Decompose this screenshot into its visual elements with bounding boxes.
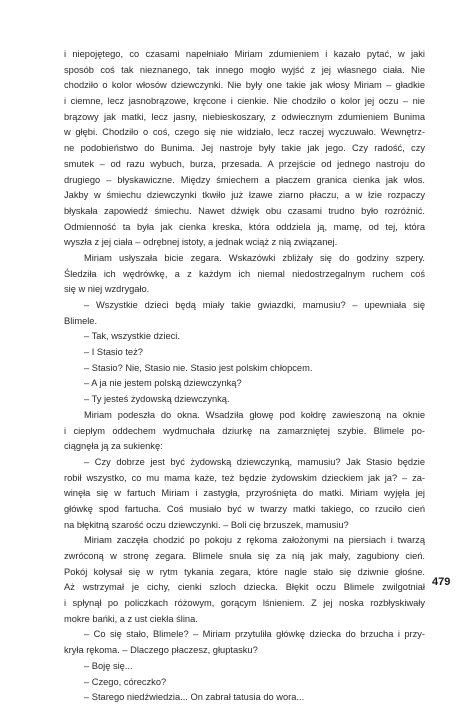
text-line: – Boję się...	[84, 660, 133, 671]
text-line: zwróconą w stronę zegara. Blimele snuła się za nią jak mały, zagubiony cień.	[64, 551, 425, 561]
body-text	[64, 47, 425, 706]
text-line: ne podobieństwo do Bunima. Jej nastroje były takie jak jego. Czy radość, czy	[64, 143, 425, 154]
text-line: Pokój kołysał się w rytm tykania zegara, które nagle stało się dziwnie głośne.	[64, 566, 425, 577]
text-line: – A ja nie jestem polską dziewczynką?	[84, 378, 242, 389]
text-line: sposób coś tak nieznanego, tak innego mogło wyjść z jej własnego ciała. Nie	[64, 64, 425, 75]
text-line: główkę spod fartucha. Coś musiało być w twarzy matki takiego, co rzuciło cień	[64, 503, 425, 514]
text-line: Miriam podeszła do okna. Wsadziła głowę pod kołdrę zawieszoną na oknie	[84, 409, 425, 420]
text-line: drugiego – błyskawiczne. Między śmiechem a płaczem granica cienka jak włos.	[64, 174, 425, 185]
text-line: – Tak, wszystkie dzieci.	[84, 331, 180, 342]
text-line: Miriam zaczęła chodzić po pokoju z rękoma założonymi na piersiach i twarzą	[84, 535, 425, 546]
text-line: i niepojętego, co czasami napełniało Miriam zdumieniem i kazało pytać, w jaki	[64, 49, 425, 59]
text-line: – Ty jesteś żydowską dziewczynką.	[84, 394, 230, 405]
text-line: – Czego, córeczko?	[84, 676, 167, 687]
text-line: Odmienność ta była jak cienka kreska, która oddziela ją, mamę, od tej, która	[64, 221, 425, 232]
text-line: Aż wstrzymał je cichy, cienki szloch dziecka. Błękit oczu Blimele zwilgotniał	[64, 582, 425, 593]
text-line: – Stasio? Nie, Stasio nie. Stasio jest polskim chłopcem.	[84, 362, 313, 373]
text-line: błyskała zapowiedź śmiechu. Nawet dźwięk obu czasami trudno było rozróżnić.	[64, 205, 425, 216]
text-line: – Starego niedźwiedzia... On zabrał tatusia do wora...	[84, 692, 305, 703]
text-line: się w niej wzdrygało.	[64, 284, 150, 295]
text-line: brązowy jak matki, lecz jasny, niebieskoszary, z odwiecznym zdumieniem Bunima	[64, 111, 425, 122]
text-line: – Wszystkie dzieci będą miały takie gwiazdki, mamusiu? – upewniała się	[84, 300, 425, 310]
text-line: mokre bańki, a z ust ciekła ślina.	[64, 613, 198, 624]
text-line: robił wszystko, co mu mama każe, też będzie żydowskim dzieckiem jak ja? – za-	[64, 472, 425, 483]
text-line: ciągnęła ją za sukienkę:	[64, 441, 163, 452]
text-line: i ciepłym oddechem wydmuchała dziurkę na zamarzniętej szybie. Blimele po-	[64, 425, 425, 436]
text-line: – Co się stało, Blimele? – Miriam przytuliła główkę dziecka do brzucha i przy-	[84, 629, 425, 640]
text-line: Śledziła ich wędrówkę, a z każdym ich niemal niedostrzegalnym ruchem coś	[64, 268, 425, 279]
text-line: i spłynął po policzkach różowym, gorącym lśnieniem. Z jej noska rozbłyskiwały	[64, 598, 425, 609]
text-line: smutek – od razu wybuch, burza, przesada. A przejście od jednego nastroju do	[64, 158, 425, 169]
text-line: i ciemne, lecz jasnobrązowe, kręcone i cienkie. Nie chodziło o kolor jej oczu – nie	[64, 96, 425, 107]
text-line: wyszła z jej ciała – odrębnej istoty, a jednak wciąż z nią związanej.	[64, 237, 338, 248]
text-line: Blimele.	[64, 315, 98, 326]
text-line: kryła rękoma. – Dlaczego płaczesz, głuptasku?	[64, 645, 258, 656]
text-line: na błękitną szarość oczu dziewczynki. – Boli cię brzuszek, mamusiu?	[64, 519, 349, 530]
page-number: 479	[432, 576, 451, 588]
text-line: – Czy dobrze jest być żydowską dziewczynką, mamusiu? Jak Stasio będzie	[84, 456, 425, 467]
text-line: Jakby w śmiechu dziewczynki tkwiło już łzawe ziarno płaczu, a w łzie rozpaczy	[64, 190, 425, 201]
text-line: – I Stasio też?	[84, 347, 143, 358]
text-line: Miriam usłyszała bicie zegara. Wskazówki zbliżały się do godziny szpery.	[84, 252, 425, 263]
text-line: w głębi. Chodziło o coś, czego się nie widziało, lecz raczej wyczuwało. Wewnętrz-	[64, 127, 425, 138]
text-line: winęła się w fartuch Miriam i zastygła, przyrośnięta do matki. Miriam wyjęła jej	[64, 488, 425, 499]
text-line: chodziło o kolor włosów dziewczynki. Nie były one takie jak włosy Miriam – gładkie	[64, 80, 425, 91]
